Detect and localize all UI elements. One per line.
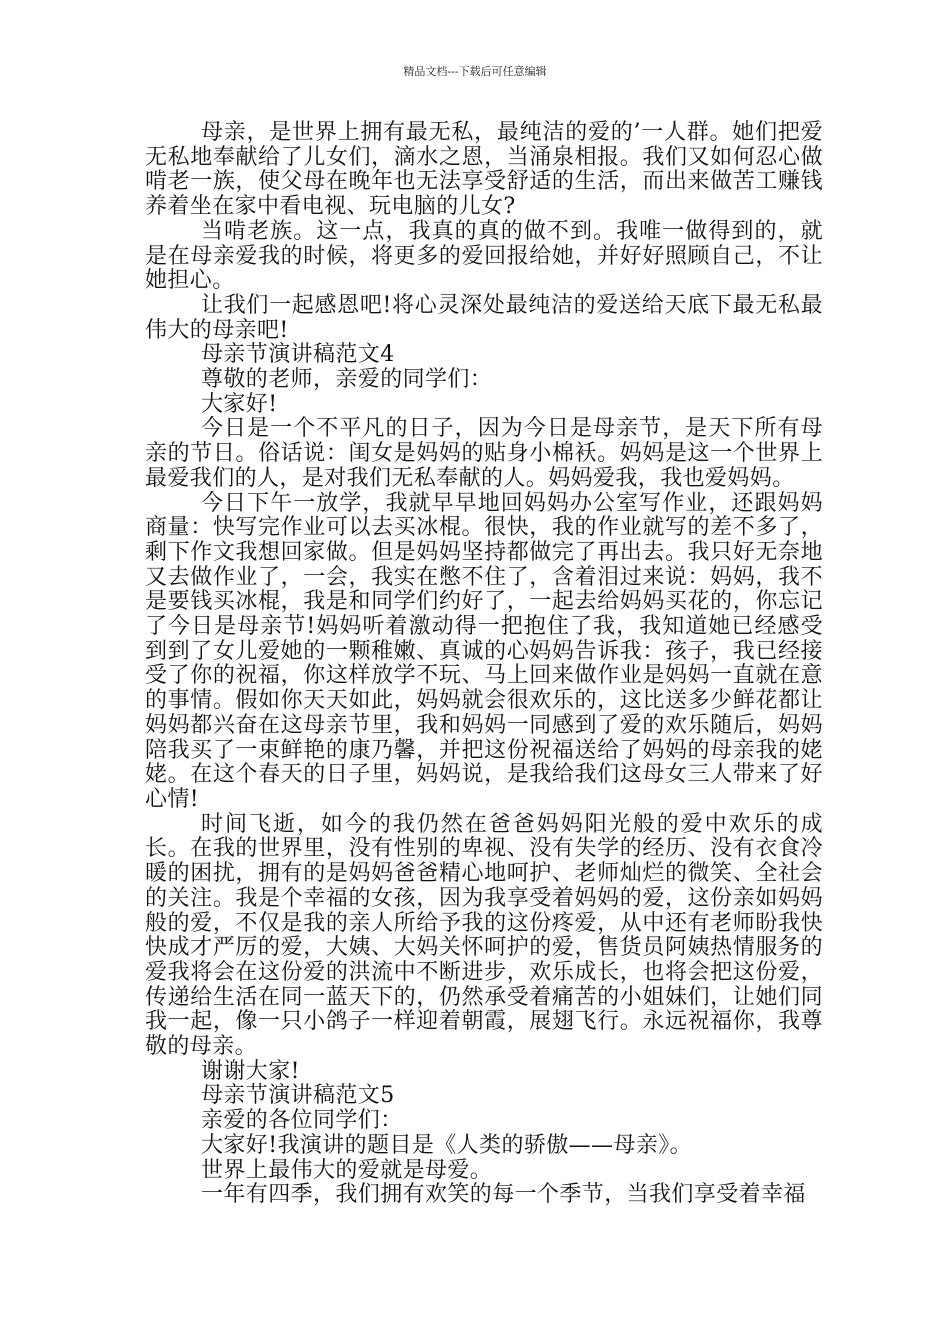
paragraph: 今日下午一放学，我就早早地回妈妈办公室写作业，还跟妈妈商量：快写完作业可以去买冰棍。很快，我的作业就写的差不多了，剩下作文我想回家做。但是妈妈坚持都做完了再出去。我只好无奈地又去做作业了，一会，我实在憋不住了，含着泪过来说：妈妈，我不是要钱买冰棍，我是和同学们约好了，一起去给妈妈买花的，你忘记了今日是母亲节!妈妈听着激动得一把抱住了我，我知道她已经感受到到了女儿爱她的一颗稚嫩、真诚的心妈妈告诉我：孩子，我已经接受了你的祝福，你这样放学不玩、马上回来做作业是妈妈一直就在意的事情。假如你天天如此，妈妈就会很欢乐的，这比送多少鲜花都让妈妈都兴奋在这母亲节里，我和妈妈一同感到了爱的欢乐随后，妈妈陪我买了一束鲜艳的康乃馨，并把这份祝福送给了妈妈的母亲我的姥姥。在这个春天的日子里，妈妈说，是我给我们这母女三人带来了好心情! — [145, 490, 823, 812]
paragraph: 一年有四季，我们拥有欢笑的每一个季节，当我们享受着幸福 — [201, 1182, 806, 1208]
paragraph: 让我们一起感恩吧!将心灵深处最纯洁的爱送给天底下最无私最伟大的母亲吧! — [145, 292, 823, 343]
paragraph: 母亲，是世界上拥有最无私，最纯洁的爱的’一人群。她们把爱无私地奉献给了儿女们，滴水之恩，当涌泉相报。我们又如何忍心做啃老一族，使父母在晚年也无法享受舒适的生活，而出来做苦工赚钱养着坐在家中看电视、玩电脑的儿女? — [145, 120, 823, 220]
greeting: 大家好! — [201, 391, 278, 417]
salutation: 尊敬的老师，亲爱的同学们： — [201, 367, 493, 393]
paragraph: 当啃老族。这一点，我真的真的做不到。我唯一做得到的，就是在母亲爱我的时候，将更多的爱回报给她，并好好照顾自己，不让她担心。 — [145, 218, 823, 294]
document-body — [145, 121, 823, 1208]
paragraph: 世界上最伟大的爱就是母爱。 — [201, 1157, 493, 1183]
section-heading: 母亲节演讲稿范文5 — [201, 1083, 395, 1109]
page-header: 精品文档---下载后可任意编辑 — [403, 65, 547, 78]
salutation: 亲爱的各位同学们： — [201, 1108, 403, 1134]
closing-line: 谢谢大家! — [201, 1058, 300, 1084]
greeting: 大家好!我演讲的题目是《人类的骄傲——母亲》。 — [201, 1132, 693, 1158]
section-heading: 母亲节演讲稿范文4 — [201, 342, 395, 368]
paragraph: 时间飞逝，如今的我仍然在爸爸妈妈阳光般的爱中欢乐的成长。在我的世界里，没有性别的卑视、没有失学的经历、没有衣食冷暖的困扰，拥有的是妈妈爸爸精心地呵护、老师灿烂的微笑、全社会的关注。我是个幸福的女孩，因为我享受着妈妈的爱，这份亲如妈妈般的爱，不仅是我的亲人所给予我的这份疼爱，从中还有老师盼我快快成才严厉的爱，大姨、大妈关怀呵护的爱，售货员阿姨热情服务的爱我将会在这份爱的洪流中不断进步，欢乐成长，也将会把这份爱，传递给生活在同一蓝天下的，仍然承受着痛苦的小姐妹们，让她们同我一起，像一只小鸽子一样迎着朝霞，展翅飞行。永远祝福你，我尊敬的母亲。 — [145, 811, 823, 1060]
paragraph: 今日是一个不平凡的日子，因为今日是母亲节，是天下所有母亲的节日。俗话说：闺女是妈妈的贴身小棉袄。妈妈是这一个世界上最爱我们的人，是对我们无私奉献的人。妈妈爱我，我也爱妈妈。 — [145, 416, 823, 491]
